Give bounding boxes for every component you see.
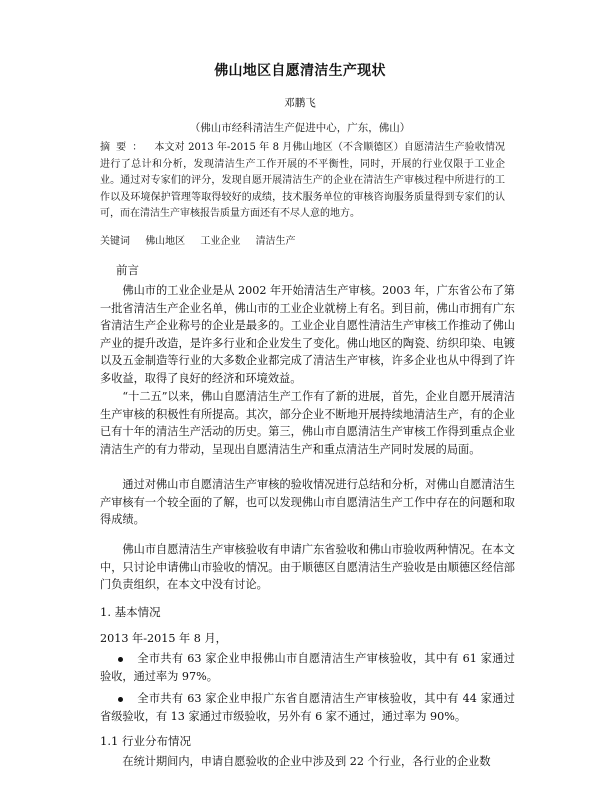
list-item: 全市共有 63 家企业申报广东省自愿清洁生产审核验收，其中有 44 家通过省级验收，有 13 家通过市级验收，另外有 6 家不通过，通过率为 90%。 [100,692,515,723]
abstract-label: 摘要： [100,142,149,153]
body-paragraph: 佛山市自愿清洁生产审核验收有申请广东省验收和佛山市验收两种情况。在本文中，只讨论申请佛山市验收的情况。由于顺德区自愿清洁生产验收是由顺德区经信部门负责组织，在本文中没有讨论。 [100,543,515,591]
bullet-icon [118,657,123,662]
body-paragraph: 在统计期间内，申请自愿验收的企业中涉及到 22 个行业，各行业的企业数 [122,755,491,768]
keyword-item: 工业企业 [200,236,241,247]
keywords [100,232,505,247]
section-heading-1-1: 1.1 行业分布情况 [100,734,191,748]
body-paragraph: 通过对佛山市自愿清洁生产审核的验收情况进行总结和分析，对佛山自愿清洁生产审核有一个较全面的了解，也可以发现佛山市自愿清洁生产工作中存在的问题和取得成绩。 [100,478,515,526]
bullet-icon [118,697,123,702]
body-paragraph: 佛山市的工业企业是从 2002 年开始清洁生产审核。2003 年，广东省公布了第一批省清洁生产企业名单，佛山市的工业企业就榜上有名。到目前，佛山市拥有广东省清洁生产企业称号的企业是最多的。工业企业自愿性清洁生产审核工作推动了佛山产业的提升改造，是许多行业和企业发生了变化。佛山地区的陶瓷、纺织印染、电镀以及五金制造等行业的大多数企业都完成了清洁生产审核，许多企业也从中得到了许多收益，取得了良好的经济和环境效益。 [100,284,515,385]
author-name: 邓鹏飞 [284,97,316,109]
section-heading-preface: 前言 [116,263,139,277]
keyword-item: 清洁生产 [255,236,296,247]
author-affiliation: （佛山市经科清洁生产促进中心，广东，佛山） [189,122,411,134]
abstract-text: 本文对 2013 年-2015 年 8 月佛山地区（不含顺德区）自愿清洁生产验收情况进行了总计和分析，发现清洁生产工作开展的不平衡性，同时，开展的行业仅限于工业企业。通过对专家们的评分，发现自愿开展清洁生产的企业在清洁生产审核过程中所进行的工作以及环境保护管理等取得较好的成绩，技术服务单位的审核咨询服务质量得到专家们的认可，而在清洁生产审核报告质量方面还有不尽人意的地方。 [100,142,505,219]
keywords-label: 关键词 [100,236,130,247]
abstract [100,140,505,223]
keyword-item: 佛山地区 [145,236,186,247]
period-text: 2013 年-2015 年 8 月， [100,632,227,645]
paper-title: 佛山地区自愿清洁生产现状 [214,63,386,79]
body-paragraph: “十二五”以来，佛山自愿清洁生产工作有了新的进展，首先，企业自愿开展清洁生产审核的积极性有所提高。其次，部分企业不断地开展持续地清洁生产，有的企业已有十年的清洁生产活动的历史。第三，佛山市自愿清洁生产审核工作得到重点企业清洁生产的有力带动，呈现出自愿清洁生产和重点清洁生产同时发展的局面。 [100,390,515,456]
list-item: 全市共有 63 家企业申报佛山市自愿清洁生产审核验收，其中有 61 家通过验收，通过率为 97%。 [100,652,515,683]
section-heading-1: 1. 基本情况 [100,605,161,619]
